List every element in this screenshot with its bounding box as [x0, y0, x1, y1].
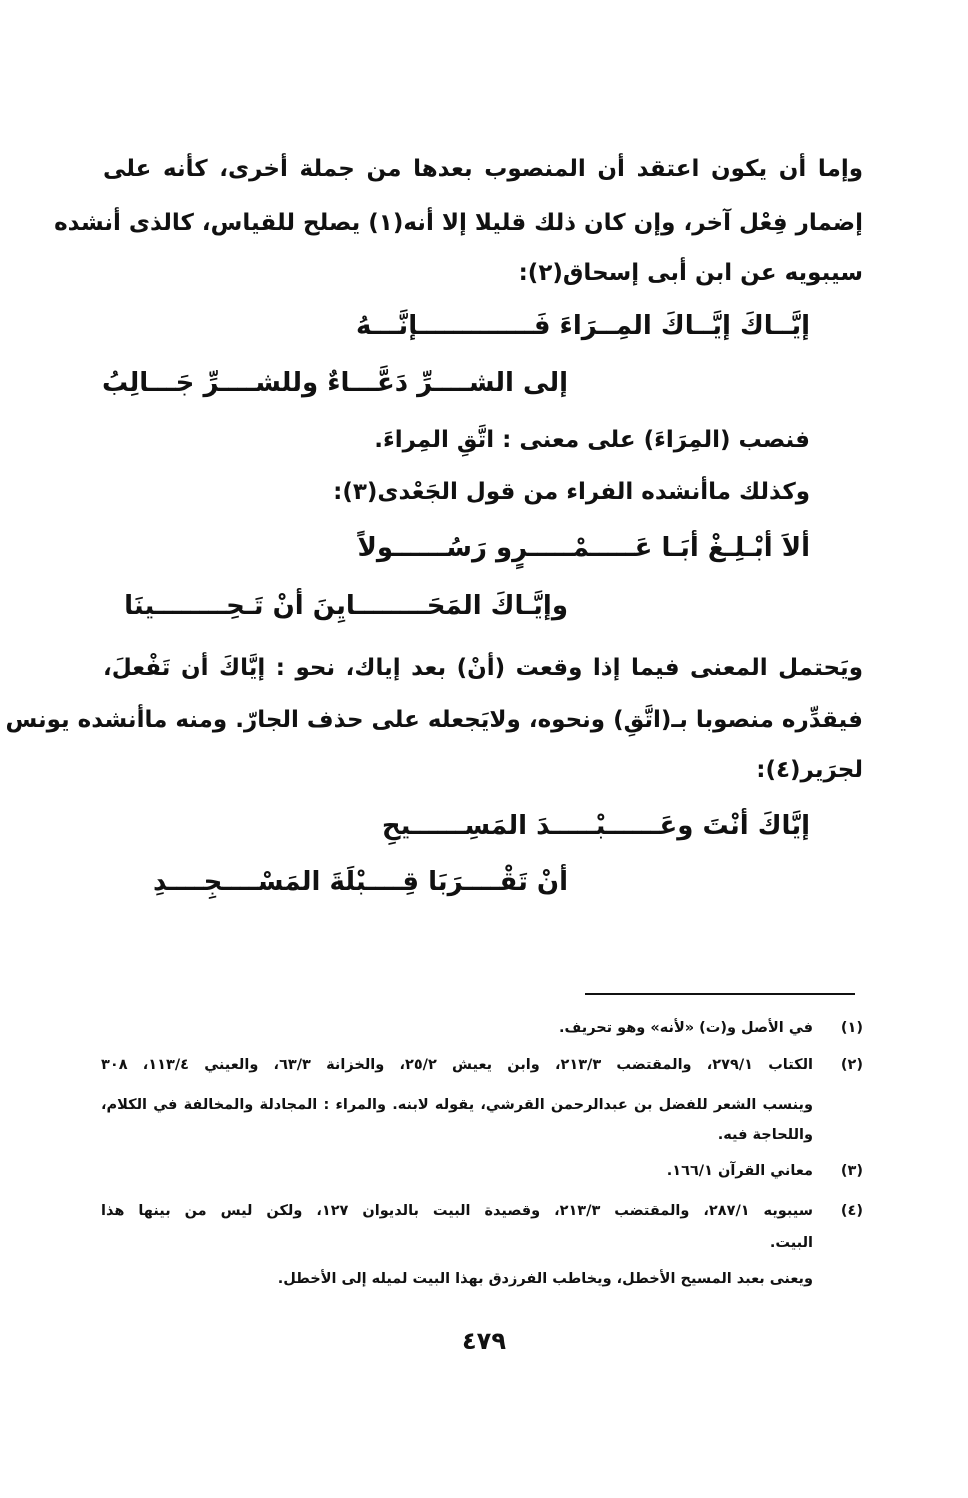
footnote-separator-rule: [585, 993, 855, 995]
footnote-2-text-line-2: وينسب الشعر للفضل بن عبدالرحمن القرشي، يقوله لابنه. والمراء : المجادلة والمخالفة في الكلام،: [101, 1097, 813, 1113]
footnote-4-text-line-2: البيت.: [769, 1235, 813, 1251]
footnote-3-number: (٣): [840, 1163, 863, 1179]
verse-2-first-hemistich: ألاَ أبْـلِـغْ أبَـا عَـــــمْـــــرٍو رَسُــــــولاً: [357, 533, 810, 563]
paragraph-1-line-1: وإما أن يكون اعتقد أن المنصوب بعدها من جملة أخرى، كأنه على: [103, 156, 863, 182]
footnote-4-text-line-1: سيبويه ٢٨٧/١، والمقتضب ٢١٣/٣، وقصيدة البيت بالديوان ١٢٧، ولكن ليس من بينها هذا: [101, 1203, 813, 1219]
paragraph-4-line-2: فيقدِّره منصوبا بـ(اتَّقِ) ونحوه، ولايَجعله على حذف الجارّ. ومنه ماأنشده يونس: [5, 707, 863, 733]
verse-1-first-hemistich: إيَّــاكَ إيَّــاكَ المِــرَاءَ فَـــــــــــــإنَّـــهُ: [356, 311, 810, 341]
paragraph-1-line-2: إضمار فِعْل آخر، وإن كان ذلك قليلا إلا أنه(١) يصلح للقياس، كالذى أنشده: [54, 210, 863, 236]
verse-3-second-hemistich: أنْ تَقْــــرَبَا قِــــبْلَةَ المَسْــــجِــــدِ: [153, 867, 568, 897]
footnote-4-text-line-3: ويعنى بعبد المسيح الأخطل، ويخاطب الفرزدق بهذا البيت لميله إلى الأخطل.: [277, 1271, 813, 1287]
paragraph-4-line-1: ويَحتمل المعنى فيما إذا وقعت (أنْ) بعد إياك، نحو : إيَّاكَ أن تَفْعلَ،: [103, 655, 863, 681]
verse-2-second-hemistich: وإيَّـاكَ المَحَــــــــايِنَ أنْ تَـحِــــــــينَا: [124, 591, 568, 621]
footnote-4-number: (٤): [840, 1203, 863, 1219]
footnote-2-text-line-1: الكتاب ٢٧٩/١، والمقتضب ٢١٣/٣، وابن يعيش ٢٥/٢، والخزانة ٦٣/٣، والعيني ١١٣/٤، ٣٠٨: [101, 1057, 813, 1073]
paragraph-3: وكذلك ماأنشده الفراء من قول الجَعْدى(٣):: [333, 479, 810, 505]
verse-1-second-hemistich: إلى الشــــرِّ دَعَّـــاءٌ وللشــــرِّ جَـــالِبُ: [101, 368, 568, 398]
verse-3-first-hemistich: إيَّاكَ أنْتَ وعَــــــبْـــــدَ المَسِــــــيحِ: [381, 811, 810, 841]
footnote-1-number: (١): [840, 1020, 863, 1036]
footnote-1-text: في الأصل و(ت) «لأنه» وهو تحريف.: [558, 1020, 813, 1036]
footnote-2-number: (٢): [840, 1057, 863, 1073]
page-number: ٤٧٩: [462, 1327, 506, 1355]
footnote-3-text: معاني القرآن ١٦٦/١.: [666, 1163, 813, 1179]
paragraph-2: فنصب (المِرَاءَ) على معنى : اتَّقِ المِراءَ.: [374, 427, 810, 453]
footnote-2-text-line-3: واللحاجة فيه.: [717, 1127, 813, 1143]
paragraph-1-line-3: سيبويه عن ابن أبى إسحاق(٢):: [518, 260, 863, 286]
paragraph-4-line-3: لجرَير(٤):: [756, 757, 863, 783]
